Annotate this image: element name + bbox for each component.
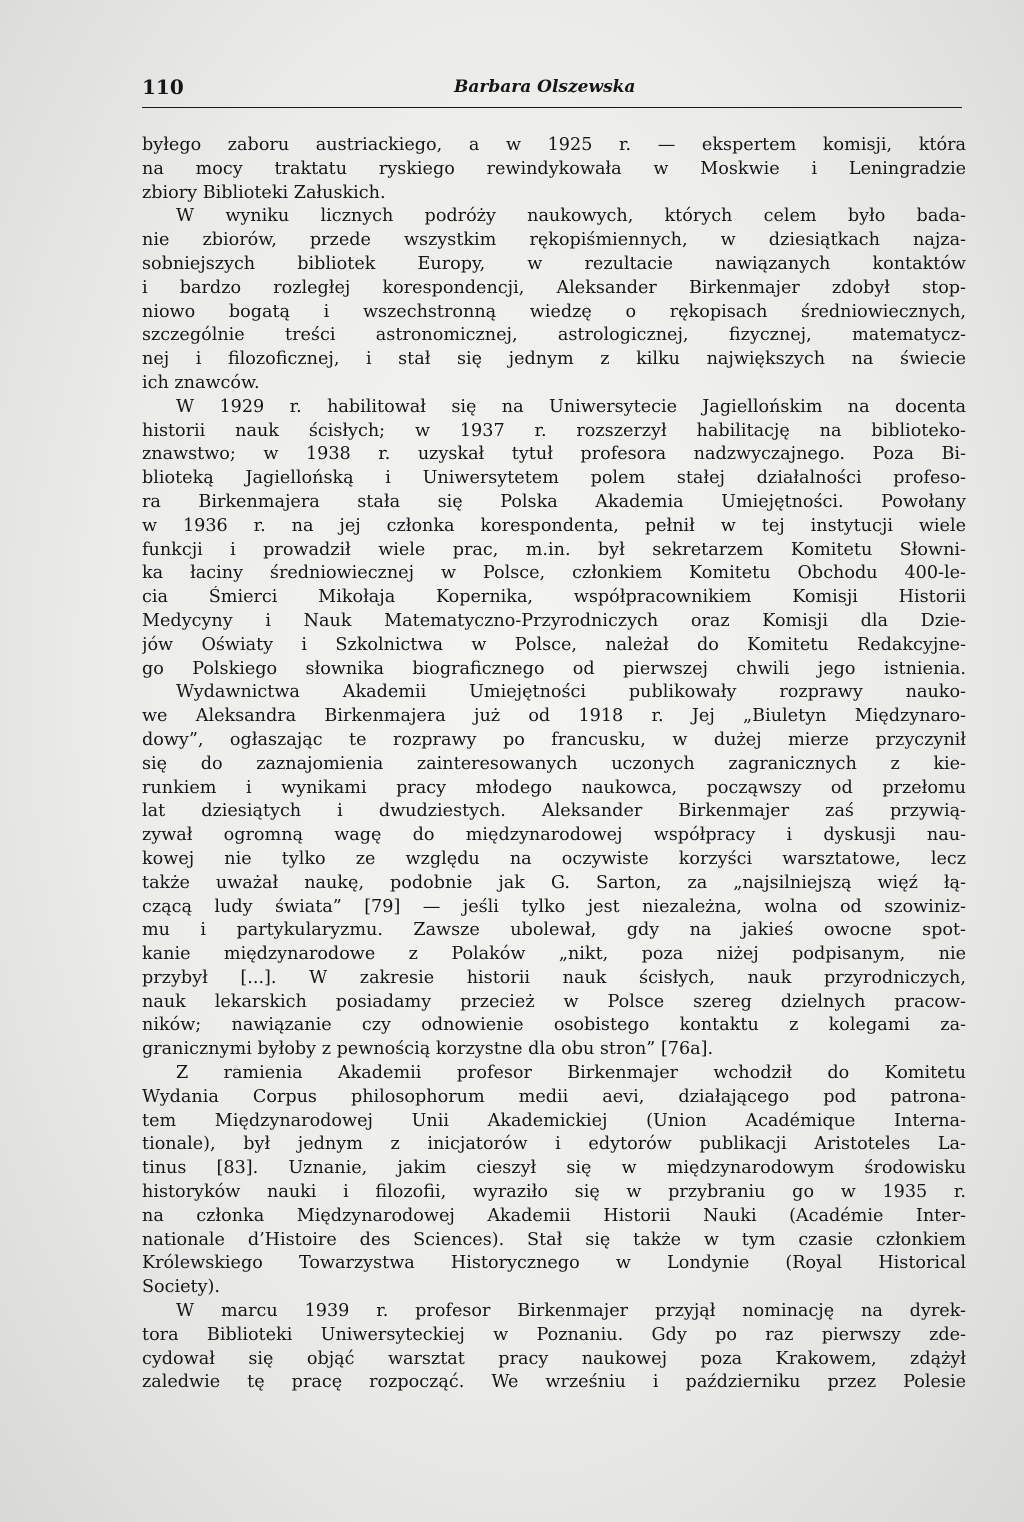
text-line: ników; nawiązanie czy odnowienie osobistego kontaktu z kolegami za- (142, 1015, 966, 1036)
page-header (142, 73, 962, 108)
text-line: byłego zaboru austriackiego, a w 1925 r. — ekspertem komisji, która (142, 135, 966, 155)
text-line: W 1929 r. habilitował się na Uniwersytecie Jagiellońskim na docenta (176, 396, 966, 417)
text-line: także uważał naukę, podobnie jak G. Sarton, za „najsilniejszą więź łą- (142, 872, 966, 893)
text-line: Wydania Corpus philosophorum medii aevi, działającego pod patrona- (142, 1086, 966, 1107)
text-line: Wydawnictwa Akademii Umiejętności publikowały rozprawy nauko- (176, 682, 966, 703)
text-line: i bardzo rozległej korespondencji, Aleksander Birkenmajer zdobył stop- (142, 277, 966, 298)
text-line: zbiory Biblioteki Załuskich. (142, 182, 386, 203)
text-line: W wyniku licznych podróży naukowych, których celem było bada- (176, 206, 966, 227)
text-line: funkcji i prowadził wiele prac, m.in. był sekretarzem Komitetu Słowni- (142, 539, 966, 560)
text-line: znawstwo; w 1938 r. uzyskał tytuł profesora nadzwyczajnego. Poza Bi- (142, 444, 966, 465)
text-line: się do zaznajomienia zainteresowanych uczonych zagranicznych z kie- (142, 753, 966, 774)
text-line: nej i filozoficznej, i stał się jednym z kilku największych na świecie (142, 349, 966, 370)
text-line: ich znawców. (142, 372, 260, 393)
text-line: jów Oświaty i Szkolnictwa w Polsce, należał do Komitetu Redakcyjne- (142, 634, 966, 655)
text-line: kanie międzynarodowe z Polaków „nikt, poza niżej podpisanym, nie (142, 944, 966, 965)
text-line: historii nauk ścisłych; w 1937 r. rozszerzył habilitację na biblioteko- (142, 420, 966, 441)
text-line: tinus [83]. Uznanie, jakim cieszył się w międzynarodowym środowisku (142, 1158, 966, 1179)
text-line: Society). (142, 1277, 221, 1298)
text-line: tora Biblioteki Uniwersyteckiej w Poznaniu. Gdy po raz pierwszy zde- (142, 1324, 966, 1345)
text-line: w 1936 r. na jej członka korespondenta, pełnił w tej instytucji wiele (142, 515, 966, 536)
text-line: cydował się objąć warsztat pracy naukowej poza Krakowem, zdążył (142, 1348, 966, 1369)
text-line: nie zbiorów, przede wszystkim rękopiśmiennych, w dziesiątkach najza- (142, 230, 966, 251)
text-line: Z ramienia Akademii profesor Birkenmajer wchodził do Komitetu (176, 1063, 966, 1084)
text-line: przybył [...]. W zakresie historii nauk ścisłych, nauk przyrodniczych, (142, 967, 966, 988)
text-line: ra Birkenmajera stała się Polska Akademia Umiejętności. Powołany (142, 491, 966, 512)
text-line: sobniejszych bibliotek Europy, w rezultacie nawiązanych kontaktów (142, 253, 966, 274)
text-line: lat dziesiątych i dwudziestych. Aleksander Birkenmajer zaś przywią- (142, 801, 966, 822)
text-line: dowy”, ogłaszając te rozprawy po francusku, w dużej mierze przyczynił (142, 729, 966, 750)
text-line: ka łaciny średniowiecznej w Polsce, członkiem Komitetu Obchodu 400-le- (142, 563, 966, 584)
text-line: granicznymi byłoby z pewnością korzystne dla obu stron” [76a]. (142, 1039, 714, 1060)
text-line: czącą ludy świata” [79] — jeśli tylko jest niezależna, wolna od szowiniz- (142, 896, 966, 917)
text-line: kowej nie tylko ze względu na oczywiste korzyści warsztatowe, lecz (142, 848, 966, 869)
text-line: na mocy traktatu ryskiego rewindykowała w Moskwie i Leningradzie (142, 158, 966, 179)
text-line: szczególnie treści astronomicznej, astrologicznej, fizycznej, matematycz- (142, 325, 966, 346)
text-line: zaledwie tę pracę rozpocząć. We wrześniu i październiku przez Polesie (142, 1372, 966, 1393)
running-head-author: Barbara Olszewska (454, 77, 636, 97)
text-line: cia Śmierci Mikołaja Kopernika, współpracownikiem Komisji Historii (142, 587, 966, 608)
text-line: mu i partykularyzmu. Zawsze ubolewał, gdy na jakieś owocne spot- (142, 920, 966, 941)
text-line: tionale), był jednym z inicjatorów i edytorów publikacji Aristoteles La- (142, 1134, 966, 1155)
text-line: niowo bogatą i wszechstronną wiedzę o rękopisach średniowiecznych, (142, 301, 966, 322)
text-line: go Polskiego słownika biograficznego od pierwszej chwili jego istnienia. (142, 658, 966, 679)
text-line: historyków nauki i filozofii, wyraziło się w przybraniu go w 1935 r. (142, 1182, 966, 1203)
text-line: Medycyny i Nauk Matematyczno-Przyrodniczych oraz Komisji dla Dzie- (142, 610, 966, 631)
text-line: runkiem i wynikami pracy młodego naukowca, począwszy od przełomu (142, 777, 966, 798)
text-line: tem Międzynarodowej Unii Akademickiej (Union Académique Interna- (142, 1110, 966, 1131)
text-line: nationale d’Histoire des Sciences). Stał się także w tym czasie członkiem (142, 1229, 966, 1250)
body-text (142, 134, 966, 1395)
text-line: zywał ogromną wagę do międzynarodowej współpracy i dyskusji nau- (142, 825, 966, 846)
text-line: nauk lekarskich posiadamy przecież w Polsce szereg dzielnych pracow- (142, 991, 966, 1012)
text-line: blioteką Jagiellońską i Uniwersytetem polem stałej działalności profeso- (142, 468, 966, 489)
text-line: W marcu 1939 r. profesor Birkenmajer przyjął nominację na dyrek- (176, 1301, 966, 1322)
text-line: na członka Międzynarodowej Akademii Historii Nauki (Académie Inter- (142, 1205, 966, 1226)
text-line: we Aleksandra Birkenmajera już od 1918 r. Jej „Biuletyn Międzynaro- (142, 706, 966, 727)
page-number: 110 (142, 75, 184, 99)
text-line: Królewskiego Towarzystwa Historycznego w Londynie (Royal Historical (142, 1253, 966, 1274)
